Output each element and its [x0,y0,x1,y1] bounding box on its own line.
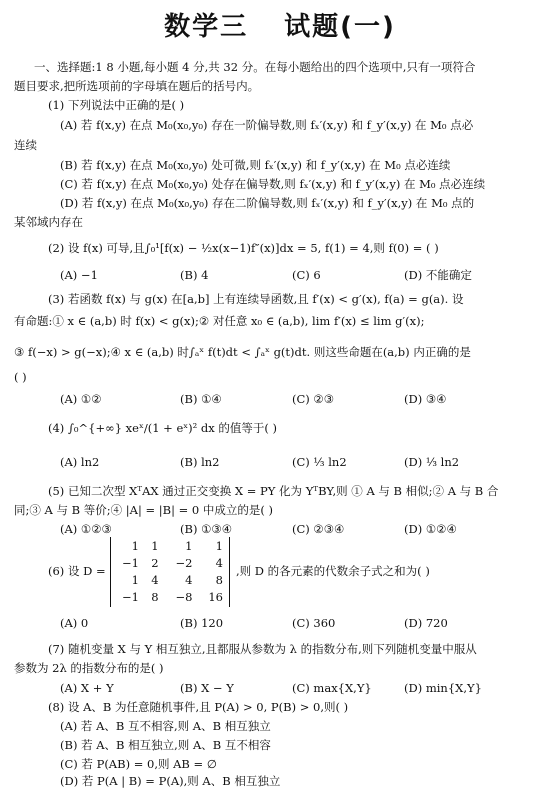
matrix-cell: −1 [121,589,139,604]
q6-options [60,616,448,630]
q8-option-a: (A) 若 A、B 互不相容,则 A、B 相互独立 [60,719,271,733]
q1-stem: (1) 下列说法中正确的是( ) [48,98,185,112]
q5-option-a: (A) ①②③ [60,522,112,536]
q6-label: (6) 设 D = [48,564,106,578]
matrix-cell: 8 [151,589,159,604]
q1-option-a: (A) 若 f(x,y) 在点 M₀(x₀,y₀) 存在一阶偏导数,则 fₓ′(x,y) 和 f_y′(x,y) 在 M₀ 点必 [60,118,474,132]
matrix-cell: 2 [151,555,159,570]
q7-option-c: (C) max{X,Y} [292,681,372,695]
q7-option-a: (A) X + Y [60,681,114,695]
q6-option-d: (D) 720 [404,616,448,630]
q3-line-4: ( ) [14,370,27,384]
q6-determinant [110,537,230,607]
q2-option-c: (C) 6 [292,268,321,282]
matrix-cell: −2 [175,555,193,570]
q5-option-c: (C) ②③④ [292,522,345,536]
q4-stem: (4) ∫₀^{+∞} xeˣ/(1 + eˣ)² dx 的值等于( ) [48,421,278,435]
q7-line-1: (7) 随机变量 X 与 Y 相互独立,且都服从参数为 λ 的指数分布,则下列随机变量中服从 [48,642,477,656]
matrix-cell: 1 [151,538,159,553]
q5-option-d: (D) ①②④ [404,522,457,536]
q4-options [60,455,459,469]
q8-option-b: (B) 若 A、B 相互独立,则 A、B 互不相容 [60,738,271,752]
q7-option-b: (B) X − Y [180,681,234,695]
q2-option-a: (A) −1 [60,268,98,282]
paper-title: 试题(一) [284,12,396,42]
q3-option-c: (C) ②③ [292,392,335,406]
q4-option-a: (A) ln2 [60,455,100,469]
matrix-cell: 4 [151,572,159,587]
q8-option-d: (D) 若 P(A | B) = P(A),则 A、B 相互独立 [60,774,281,788]
q1-option-c: (C) 若 f(x,y) 在点 M₀(x₀,y₀) 处存在偏导数,则 fₓ′(x,y) 和 f_y′(x,y) 在 M₀ 点必连续 [60,177,486,191]
q2-option-b: (B) 4 [180,268,209,282]
q6-option-b: (B) 120 [180,616,224,630]
q1-option-b: (B) 若 f(x,y) 在点 M₀(x₀,y₀) 处可微,则 fₓ′(x,y) 和 f_y′(x,y) 在 M₀ 点必连续 [60,158,451,172]
matrix-cell: 1 [185,538,193,553]
q3-line-1: (3) 若函数 f(x) 与 g(x) 在[a,b] 上有连续导函数,且 f′(x) < g′(x), f(a) = g(a). 设 [48,292,464,306]
q1-option-d: (D) 若 f(x,y) 在点 M₀(x₀,y₀) 存在二阶偏导数,则 fₓ′(x,y) 和 f_y′(x,y) 在 M₀ 点的 [60,196,475,210]
section-heading-cont: 题目要求,把所选项前的字母填在题后的括号内。 [14,79,260,93]
page-title [0,6,560,43]
q4-option-c: (C) ⅓ ln2 [292,455,347,469]
q3-option-b: (B) ①④ [180,392,222,406]
q1-option-a-cont: 连续 [14,138,37,152]
q8-stem: (8) 设 A、B 为任意随机事件,且 P(A) > 0, P(B) > 0,则( ) [48,700,349,714]
q4-option-d: (D) ⅓ ln2 [404,455,460,469]
q1-option-d-cont: 某邻域内存在 [14,215,83,229]
q6-option-c: (C) 360 [292,616,336,630]
q3-option-a: (A) ①② [60,392,102,406]
q3-option-d: (D) ③④ [404,392,447,406]
matrix-cell: 1 [131,538,139,553]
matrix-cell: 8 [215,572,223,587]
q3-options [60,392,446,406]
q6-tail: ,则 D 的各元素的代数余子式之和为( ) [236,564,430,578]
q7-option-d: (D) min{X,Y} [404,681,482,695]
q8-option-c: (C) 若 P(AB) = 0,则 AB = ∅ [60,757,217,771]
q5-line-2: 同;③ A 与 B 等价;④ |A| = |B| = 0 中成立的是( ) [14,503,274,517]
q5-options [60,522,457,536]
q3-line-2: 有命题:① x ∈ (a,b) 时 f(x) < g(x);② 对任意 x₀ ∈ (a,b), lim f′(x) ≤ lim g′(x); [14,314,425,328]
matrix-cell: −8 [175,589,193,604]
q4-option-b: (B) ln2 [180,455,220,469]
matrix-cell: 1 [215,538,223,553]
matrix-cell: 1 [131,572,139,587]
q6-option-a: (A) 0 [60,616,89,630]
q3-line-3: ③ f(−x) > g(−x);④ x ∈ (a,b) 时∫ₐˣ f(t)dt < ∫ₐˣ g(t)dt. 则这些命题在(a,b) 内正确的是 [14,345,471,359]
q7-line-2: 参数为 2λ 的指数分布的是( ) [14,661,164,675]
q2-option-d: (D) 不能确定 [404,268,472,282]
q2-options [60,268,472,282]
q5-option-b: (B) ①③④ [180,522,233,536]
subject-title: 数学三 [164,12,249,42]
q2-stem: (2) 设 f(x) 可导,且∫₀¹[f(x) − ½x(x−1)f″(x)]dx = 5, f(1) = 4,则 f(0) = ( ) [48,241,439,255]
matrix-cell: 4 [215,555,223,570]
q7-options [60,681,482,695]
matrix-cell: 4 [185,572,193,587]
section-heading: 一、选择题:1 8 小题,每小题 4 分,共 32 分。在每小题给出的四个选项中,只有一项符合 [34,60,476,74]
q5-line-1: (5) 已知二次型 XᵀAX 通过正交变换 X = PY 化为 YᵀBY,则 ① A 与 B 相似;② A 与 B 合 [48,484,499,498]
matrix-cell: 16 [208,589,223,604]
matrix-cell: −1 [121,555,139,570]
